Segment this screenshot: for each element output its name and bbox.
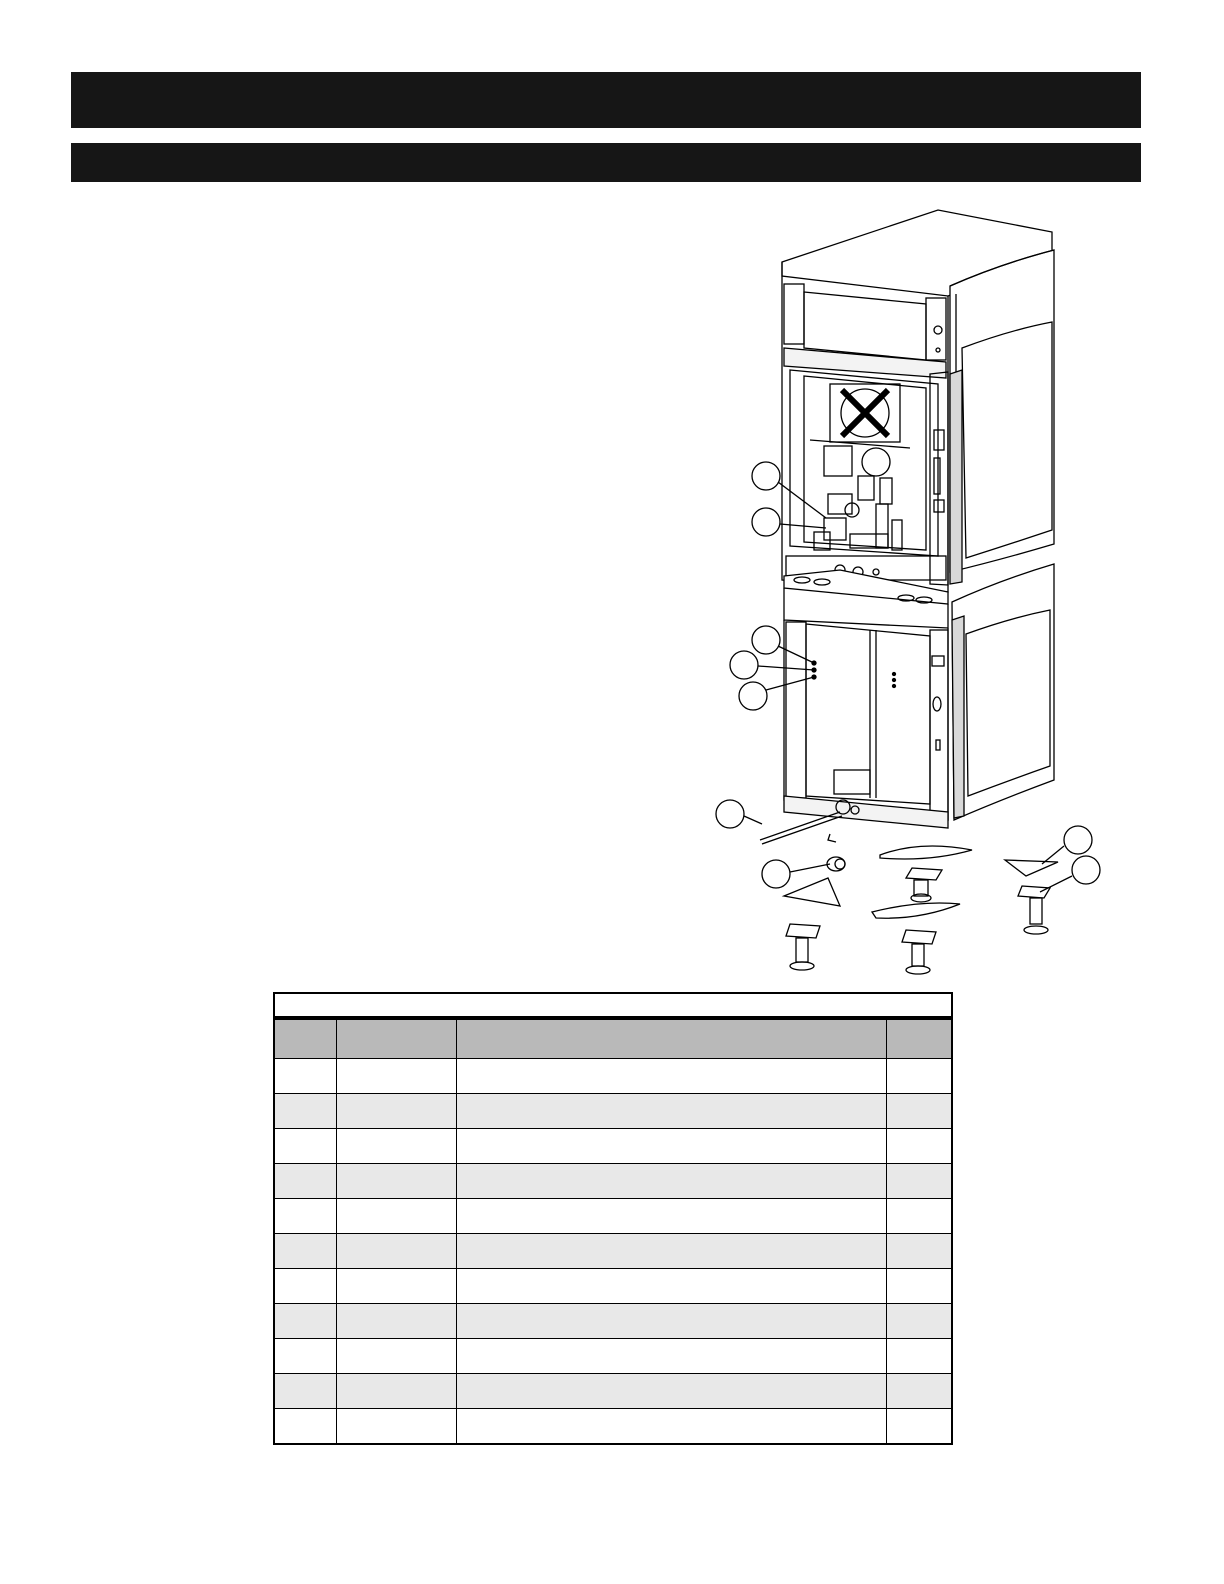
column-header bbox=[274, 1018, 336, 1059]
leg bbox=[906, 868, 942, 902]
cell-description bbox=[456, 1374, 886, 1409]
callout-circle bbox=[1064, 826, 1092, 854]
table-row bbox=[274, 1234, 952, 1269]
table-title bbox=[274, 993, 952, 1018]
table-row bbox=[274, 1164, 952, 1199]
cell-qty bbox=[886, 1339, 952, 1374]
cell-item bbox=[274, 1234, 336, 1269]
cell-qty bbox=[886, 1409, 952, 1444]
table-row bbox=[274, 1374, 952, 1409]
cell-qty bbox=[886, 1234, 952, 1269]
table-row bbox=[274, 1094, 952, 1129]
cell-description bbox=[456, 1269, 886, 1304]
cell-description bbox=[456, 1339, 886, 1374]
callout-circle bbox=[762, 860, 790, 888]
cell-item bbox=[274, 1304, 336, 1339]
cell-description bbox=[456, 1234, 886, 1269]
cell-item bbox=[274, 1059, 336, 1094]
cell-part-number bbox=[336, 1059, 456, 1094]
cell-description bbox=[456, 1059, 886, 1094]
cell-description bbox=[456, 1409, 886, 1444]
cell-part-number bbox=[336, 1164, 456, 1199]
leg bbox=[902, 930, 936, 974]
callout-circle bbox=[752, 462, 780, 490]
cell-item bbox=[274, 1164, 336, 1199]
exploded-parts-diagram bbox=[700, 200, 1140, 990]
section-subtitle-bar bbox=[71, 143, 1141, 182]
upper-cabinet bbox=[782, 210, 1054, 592]
cell-qty bbox=[886, 1269, 952, 1304]
table-row bbox=[274, 1339, 952, 1374]
parts-list-table bbox=[273, 992, 953, 1445]
cell-description bbox=[456, 1199, 886, 1234]
callout-circle bbox=[716, 800, 744, 828]
table-row bbox=[274, 1059, 952, 1094]
cell-description bbox=[456, 1129, 886, 1164]
cell-part-number bbox=[336, 1234, 456, 1269]
column-header bbox=[336, 1018, 456, 1059]
cell-qty bbox=[886, 1304, 952, 1339]
cell-description bbox=[456, 1164, 886, 1199]
cell-part-number bbox=[336, 1129, 456, 1164]
cell-qty bbox=[886, 1059, 952, 1094]
cell-item bbox=[274, 1409, 336, 1444]
cell-qty bbox=[886, 1164, 952, 1199]
cell-item bbox=[274, 1199, 336, 1234]
cell-part-number bbox=[336, 1304, 456, 1339]
callout-circle bbox=[752, 626, 780, 654]
cell-qty bbox=[886, 1374, 952, 1409]
callout-circle bbox=[752, 508, 780, 536]
cell-item bbox=[274, 1269, 336, 1304]
section-title-bar bbox=[71, 72, 1141, 128]
cell-item bbox=[274, 1094, 336, 1129]
cell-part-number bbox=[336, 1409, 456, 1444]
cell-part-number bbox=[336, 1199, 456, 1234]
column-header bbox=[886, 1018, 952, 1059]
table-row bbox=[274, 1409, 952, 1444]
cell-item bbox=[274, 1339, 336, 1374]
cell-qty bbox=[886, 1129, 952, 1164]
table-row bbox=[274, 1199, 952, 1234]
column-header bbox=[456, 1018, 886, 1059]
cell-item bbox=[274, 1374, 336, 1409]
cell-part-number bbox=[336, 1269, 456, 1304]
callout-circle bbox=[730, 651, 758, 679]
cell-part-number bbox=[336, 1094, 456, 1129]
leg bbox=[786, 924, 820, 970]
lower-cabinet bbox=[784, 564, 1054, 828]
table-row bbox=[274, 1304, 952, 1339]
cell-qty bbox=[886, 1199, 952, 1234]
leg bbox=[1018, 886, 1050, 934]
cell-description bbox=[456, 1094, 886, 1129]
table-row bbox=[274, 1129, 952, 1164]
cell-item bbox=[274, 1129, 336, 1164]
callout-circle bbox=[1072, 856, 1100, 884]
cell-part-number bbox=[336, 1374, 456, 1409]
cell-qty bbox=[886, 1094, 952, 1129]
callout-circle bbox=[739, 682, 767, 710]
cell-description bbox=[456, 1304, 886, 1339]
table-row bbox=[274, 1269, 952, 1304]
cell-part-number bbox=[336, 1339, 456, 1374]
